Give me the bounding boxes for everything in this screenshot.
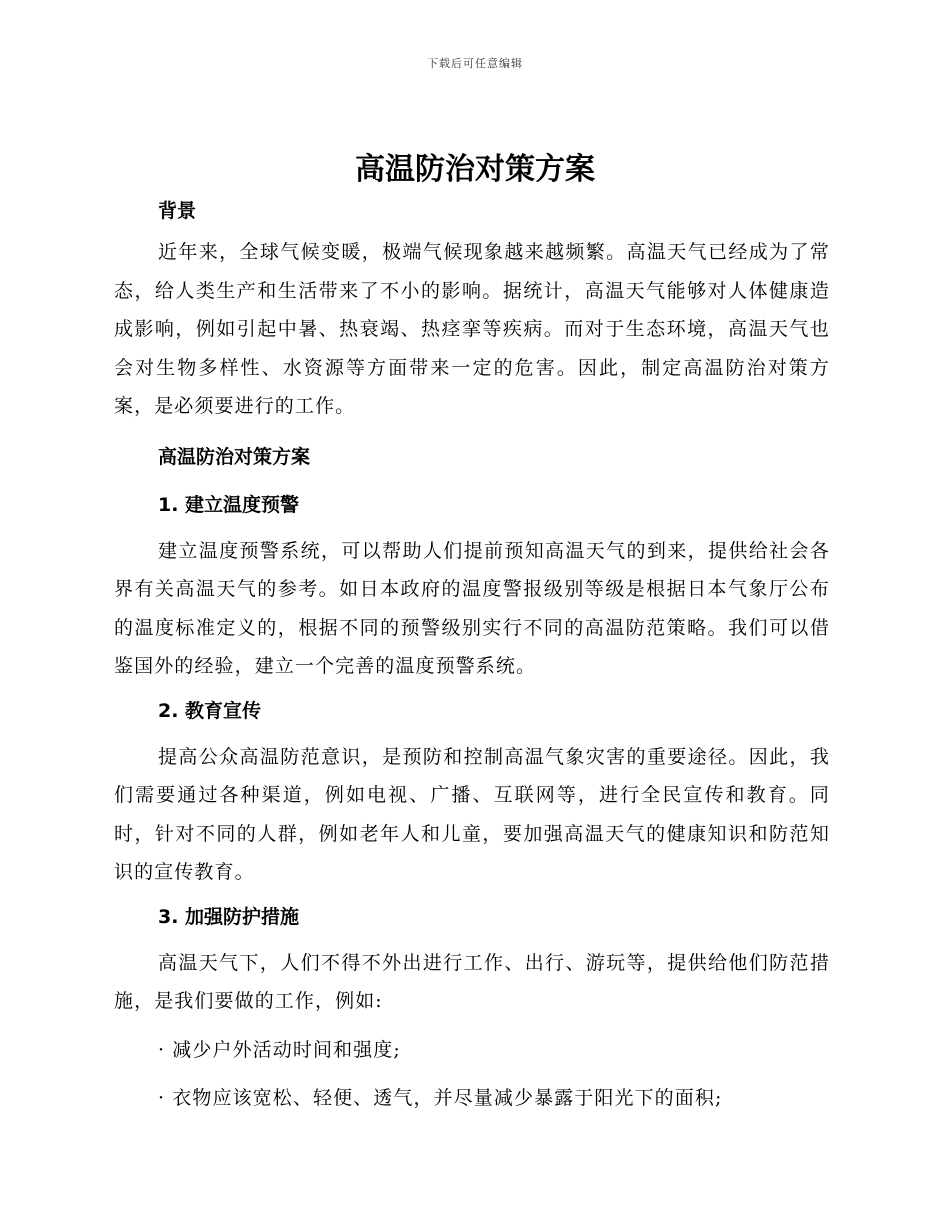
bullet-item: · 衣物应该宽松、轻便、透气，并尽量减少暴露于阳光下的面积;: [158, 1087, 723, 1109]
document-body: [114, 192, 830, 1118]
page-header: 下载后可任意编辑: [427, 57, 523, 70]
plan-heading: 高温防治对策方案: [158, 445, 311, 468]
section-paragraph-protection: 高温天气下，人们不得不外出进行工作、出行、游玩等，提供给他们防范措施，是我们要做的工作，例如:: [114, 951, 830, 1012]
background-heading: 背景: [158, 200, 197, 222]
document-title: 高温防治对策方案: [355, 152, 595, 187]
section-paragraph-warning: 建立温度预警系统，可以帮助人们提前预知高温天气的到来，提供给社会各界有关高温天气的参考。如日本政府的温度警报级别等级是根据日本气象厅公布的温度标准定义的，根据不同的预警级别实行不同的高温防范策略。我们可以借鉴国外的经验，建立一个完善的温度预警系统。: [114, 539, 830, 677]
background-paragraph: 近年来，全球气候变暖，极端气候现象越来越频繁。高温天气已经成为了常态，给人类生产和生活带来了不小的影响。据统计，高温天气能够对人体健康造成影响，例如引起中暑、热衰竭、热痉挛等疾病。而对于生态环境，高温天气也会对生物多样性、水资源等方面带来一定的危害。因此，制定高温防治对策方案，是必须要进行的工作。: [114, 241, 830, 417]
bullet-item: · 减少户外活动时间和强度;: [158, 1038, 401, 1061]
section-heading-protection: 3. 加强防护措施: [158, 905, 300, 928]
section-heading-warning: 1. 建立温度预警: [158, 493, 300, 516]
section-heading-education: 2. 教育宣传: [158, 699, 262, 722]
section-paragraph-education: 提高公众高温防范意识，是预防和控制高温气象灾害的重要途径。因此，我们需要通过各种渠道，例如电视、广播、互联网等，进行全民宣传和教育。同时，针对不同的人群，例如老年人和儿童，要加强高温天气的健康知识和防范知识的宣传教育。: [114, 745, 830, 883]
